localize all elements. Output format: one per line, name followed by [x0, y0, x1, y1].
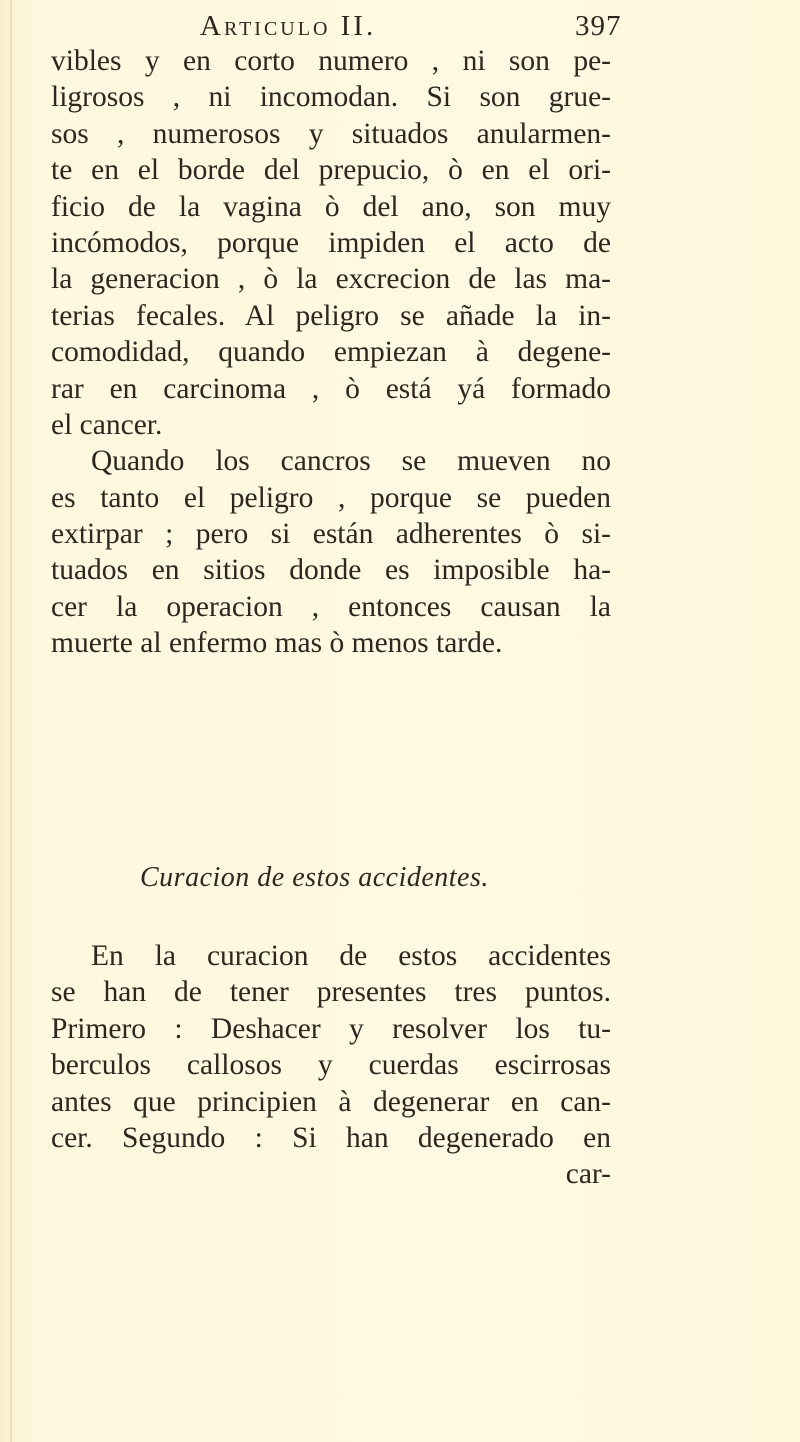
- text-line: incómodos, porque impiden el acto de: [51, 226, 611, 259]
- text-line: Quando los cancros se mueven no: [91, 445, 611, 478]
- body-text-continued: [51, 938, 611, 1193]
- text-line: ligrosos , ni incomodan. Si son grue-: [51, 81, 611, 114]
- section-heading: Curacion de estos accidentes.: [140, 862, 489, 893]
- text-line: ficio de la vagina ò del ano, son muy: [51, 190, 611, 223]
- text-line: te en el borde del prepucio, ò en el ori-: [51, 154, 611, 187]
- paragraph-1: [51, 43, 611, 443]
- text-line: terias fecales. Al peligro se añade la in-: [51, 299, 611, 332]
- text-line: es tanto el peligro , porque se pueden: [51, 481, 611, 514]
- paragraph-2: [51, 443, 611, 661]
- text-line: cer. Segundo : Si han degenerado en: [51, 1121, 611, 1154]
- text-line: rar en carcinoma , ò está yá formado: [51, 372, 611, 405]
- text-line: cer la operacion , entonces causan la: [51, 590, 611, 623]
- body-text: [51, 43, 611, 662]
- text-line: berculos callosos y cuerdas escirrosas: [51, 1049, 611, 1082]
- text-line: muerte al enfermo mas ò menos tarde.: [51, 627, 503, 660]
- text-line: el cancer.: [51, 408, 163, 441]
- text-line: tuados en sitios donde es imposible ha-: [51, 554, 611, 587]
- page-number: 397: [575, 10, 622, 42]
- text-line: extirpar ; pero si están adherentes ò si-: [51, 518, 611, 551]
- text-line: la generacion , ò la excrecion de las ma-: [51, 263, 611, 296]
- text-line: sos , numerosos y situados anularmen-: [51, 117, 611, 150]
- text-line: vibles y en corto numero , ni son pe-: [51, 45, 611, 77]
- text-line: Primero : Deshacer y resolver los tu-: [51, 1012, 611, 1045]
- page-gutter-line: [10, 0, 12, 1442]
- text-line: antes que principien à degenerar en can-: [51, 1085, 611, 1118]
- catchword: car-: [565, 1158, 611, 1191]
- running-title: Articulo II.: [200, 10, 377, 42]
- text-line: comodidad, quando empiezan à degene-: [51, 336, 611, 369]
- paragraph-3: [51, 938, 611, 1193]
- text-line: se han de tener presentes tres puntos.: [51, 976, 611, 1009]
- text-line: En la curacion de estos accidentes: [91, 940, 611, 972]
